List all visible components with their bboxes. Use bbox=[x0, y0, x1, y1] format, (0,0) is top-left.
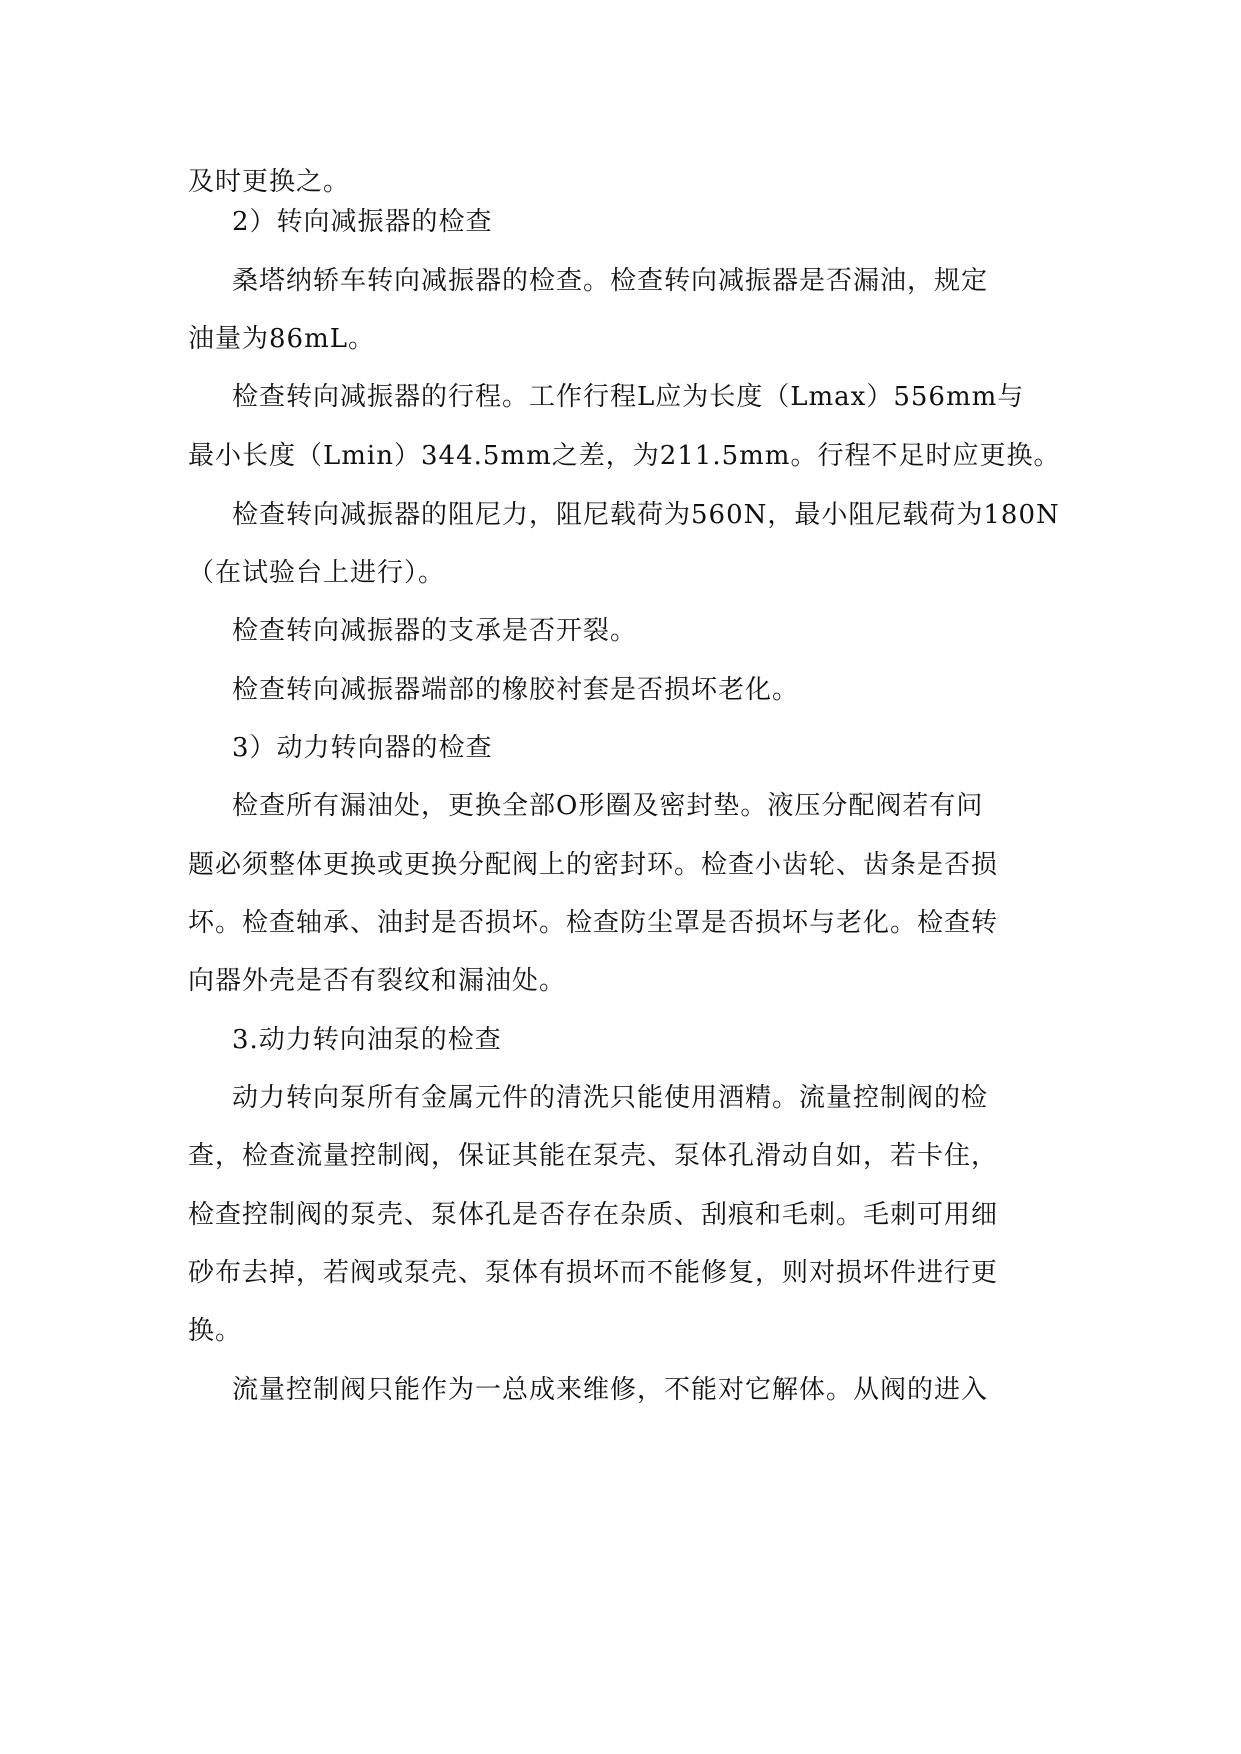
text-line: 题必须整体更换或更换分配阀上的密封环。检查小齿轮、齿条是否损 bbox=[188, 850, 999, 880]
text-line: 检查转向减振器的行程。工作行程L应为长度（Lmax）556mm与 bbox=[232, 382, 1025, 412]
text-line: 检查控制阀的泵壳、泵体孔是否存在杂质、刮痕和毛刺。毛刺可用细 bbox=[188, 1200, 999, 1230]
text-line: 检查转向减振器的支承是否开裂。 bbox=[232, 616, 638, 646]
text-line: 砂布去掉，若阀或泵壳、泵体有损坏而不能修复，则对损坏件进行更 bbox=[188, 1258, 999, 1288]
text-line: 坏。检查轴承、油封是否损坏。检查防尘罩是否损坏与老化。检查转 bbox=[188, 908, 999, 938]
text-line: 检查转向减振器的阻尼力，阻尼载荷为560N，最小阻尼载荷为180N bbox=[232, 500, 1060, 530]
text-line: 油量为86mL。 bbox=[188, 324, 376, 354]
text-line: 及时更换之。 bbox=[188, 167, 351, 197]
text-line: 查，检查流量控制阀，保证其能在泵壳、泵体孔滑动自如，若卡住， bbox=[188, 1141, 999, 1171]
text-line: 检查所有漏油处，更换全部O形圈及密封垫。液压分配阀若有问 bbox=[232, 791, 984, 821]
text-line: 动力转向泵所有金属元件的清洗只能使用酒精。流量控制阀的检 bbox=[232, 1083, 989, 1113]
text-line: 最小长度（Lmin）344.5mm之差，为211.5mm。行程不足时应更换。 bbox=[188, 441, 1061, 471]
text-line: 检查转向减振器端部的橡胶衬套是否损坏老化。 bbox=[232, 675, 800, 705]
text-line: 桑塔纳轿车转向减振器的检查。检查转向减振器是否漏油，规定 bbox=[232, 266, 989, 296]
text-line: 向器外壳是否有裂纹和漏油处。 bbox=[188, 966, 567, 996]
text-line: （在试验台上进行）。 bbox=[188, 558, 446, 588]
text-line: 换。 bbox=[188, 1316, 243, 1346]
section-heading: 2）转向减振器的检查 bbox=[232, 207, 493, 237]
section-heading: 3.动力转向油泵的检查 bbox=[232, 1025, 502, 1055]
text-line: 流量控制阀只能作为一总成来维修，不能对它解体。从阀的进入 bbox=[232, 1375, 989, 1405]
section-heading: 3）动力转向器的检查 bbox=[232, 733, 493, 763]
